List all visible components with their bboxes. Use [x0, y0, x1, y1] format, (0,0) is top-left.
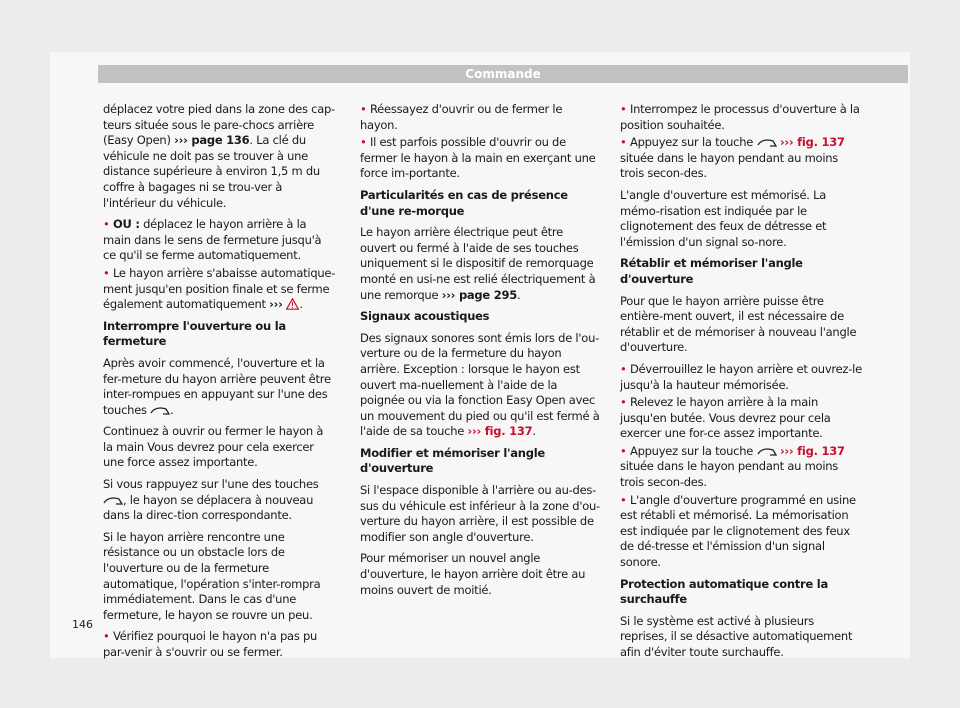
bullet-icon: • — [620, 361, 627, 376]
paragraph-text: . La clé du véhicule ne doit pas se trouver à une distance supérieure à environ 1,5 m du coffre à bagages ni se trou-ver à l'intérieur du véhicule. — [103, 133, 320, 210]
paragraph: Si le hayon arrière rencontre une résistance ou un obstacle lors de l'ouverture ou de la fermeture automatique, l'opération s'inter-rompra immédiatement. Dans le cas d'une fermeture, le hayon se rouvre un peu. — [103, 529, 321, 622]
text-column-middle — [360, 102, 602, 604]
paragraph-text: Le hayon arrière électrique peut être ouvert ou fermé à l'aide de ses touches uniquement si le dispositif de remorquage monté en usi-ne est relié électriquement à une remorque — [360, 225, 596, 302]
paragraph-text: Si vous rappuyez sur l'une des touches — [103, 477, 319, 492]
paragraph-text: Des signaux sonores sont émis lors de l'ou-verture ou de la fermeture du hayon arrière. Exception : lorsque le hayon est ouvert ma-nuellement à l'aide de la poignée ou via la fonction Easy Open avec un mouvement du pied ou qu'il est fermé à l'aide de sa touche — [360, 330, 600, 439]
bullet-text: déplacez le hayon arrière à la main dans le sens de fermeture jusqu'à ce qu'il se ferme automatiquement. — [103, 217, 322, 263]
figure-reference[interactable] — [780, 135, 845, 149]
paragraph: Si l'espace disponible à l'arrière ou au-des-sus du véhicule est inférieur à la zone d'ou-verture du hayon arrière, il est possible de modifier son angle d'ouverture. — [360, 483, 600, 544]
page-number: 146 — [72, 618, 93, 631]
figure-reference[interactable] — [780, 444, 845, 458]
page-header-title: Commande — [465, 67, 541, 81]
figure-reference-label: fig. 137 — [484, 424, 533, 439]
tailgate-key-icon — [103, 496, 123, 506]
bullet-icon: • — [620, 395, 627, 410]
text-column-left — [103, 102, 336, 667]
bullet-text: Déverrouillez le hayon arrière et ouvrez-le jusqu'à la hauteur mémorisée. — [620, 361, 862, 392]
bullet-icon: • — [103, 265, 110, 280]
paragraph: Des signaux sonores sont émis lors de l'ou-verture ou de la fermeture du hayon arrière. Exception : lorsque le hayon est ouvert ma-nuellement à l'aide de la poignée ou via la fonction Easy Open avec un mouvement du pied ou qu'il est fermé à l'aide de sa touche ››› fig. 137. — [360, 330, 600, 439]
arrows-icon: ››› — [174, 133, 188, 148]
bullet-item — [620, 395, 862, 442]
bullet-item — [620, 493, 862, 571]
paragraph: Le hayon arrière électrique peut être ouvert ou fermé à l'aide de ses touches uniquement si le dispositif de remorquage monté en usi-ne est relié électriquement à une remorque ››› page 295. — [360, 225, 596, 302]
bullet-text: située dans le hayon pendant au moins trois secon-des. — [620, 150, 839, 181]
bullet-text: Interrompez le processus d'ouverture à la position souhaitée. — [620, 102, 860, 132]
figure-reference-label: fig. 137 — [797, 443, 845, 458]
arrows-icon: ››› — [269, 297, 283, 312]
bullet-item: • Le hayon arrière s'abaisse automatique-ment jusqu'en position finale et se ferme également automatiquement ››› . — [103, 265, 336, 312]
bullet-item — [620, 102, 862, 133]
bullet-lead: OU : — [112, 217, 140, 232]
section-heading: Rétablir et mémoriser l'angle d'ouverture — [620, 256, 803, 286]
section-heading: Modifier et mémoriser l'angle d'ouverture — [360, 445, 545, 476]
paragraph — [103, 102, 336, 211]
bullet-item — [620, 135, 862, 182]
bullet-icon: • — [620, 492, 627, 507]
bullet-text: L'angle d'ouverture programmé en usine est rétabli et mémorisé. La mémorisation est indiquée par le clignotement des feux de dé-tresse et l'émission d'un signal sonore. — [620, 492, 856, 570]
section-heading: Particularités en cas de présence d'une re-morque — [360, 187, 568, 218]
bullet-icon: • — [620, 135, 627, 150]
paragraph: Continuez à ouvrir ou fermer le hayon à la main Vous devrez pour cela exercer une force assez importante. — [103, 424, 324, 470]
bullet-item — [103, 629, 336, 660]
page-reference-label: page 295 — [458, 287, 517, 302]
text-column-right — [620, 102, 862, 667]
header-bar — [98, 65, 908, 83]
tailgate-key-icon — [757, 138, 777, 148]
paragraph: Après avoir commencé, l'ouverture et la fer-meture du hayon arrière peuvent être inter-rompues en appuyant sur l'une des touches . — [103, 355, 331, 417]
paragraph: Pour que le hayon arrière puisse être entière-ment ouvert, il est nécessaire de rétablir et de mémoriser à nouveau l'angle d'ouverture. — [620, 293, 857, 355]
paragraph: Si le système est activé à plusieurs reprises, il se désactive automatiquement afin d'éviter toute surchauffe. — [620, 613, 853, 659]
tailgate-key-icon — [757, 447, 777, 457]
figure-reference[interactable] — [468, 424, 533, 438]
bullet-icon: • — [360, 135, 367, 150]
section-heading: Signaux acoustiques — [360, 309, 490, 324]
paragraph-text: déplacez votre pied dans la zone des cap-teurs située sous le pare-chocs arrière (Easy Open) — [103, 102, 335, 148]
page-reference[interactable] — [174, 133, 249, 147]
bullet-icon: • — [103, 629, 110, 644]
paragraph-text: Après avoir commencé, l'ouverture et la fer-meture du hayon arrière peuvent être inter-rompues en appuyant sur l'une des touches — [103, 355, 331, 417]
bullet-icon: • — [620, 102, 627, 116]
figure-reference-label: fig. 137 — [797, 135, 845, 150]
bullet-text: Réessayez d'ouvrir ou de fermer le hayon. — [360, 102, 563, 132]
bullet-icon: • — [620, 443, 627, 458]
bullet-text: située dans le hayon pendant au moins trois secon-des. — [620, 459, 839, 490]
bullet-item — [620, 444, 862, 491]
bullet-icon: • — [103, 217, 110, 232]
paragraph — [103, 477, 336, 524]
bullet-text: Appuyez sur la touche — [629, 135, 754, 150]
paragraph: Pour mémoriser un nouvel angle d'ouverture, le hayon arrière doit être au moins ouvert de moitié. — [360, 551, 586, 597]
paragraph: L'angle d'ouverture est mémorisé. La mémo-risation est indiquée par le clignotement des feux de détresse et l'émission d'un signal so-nore. — [620, 187, 827, 249]
tailgate-key-icon — [150, 406, 170, 416]
bullet-text: Relevez le hayon arrière à la main jusqu'en butée. Vous devrez pour cela exercer une for-ce assez importante. — [620, 395, 831, 441]
bullet-text: Il est parfois possible d'ouvrir ou de fermer le hayon à la main en exerçant une force im-portante. — [360, 135, 596, 181]
bullet-text: Le hayon arrière s'abaisse automatique-ment jusqu'en position finale et se ferme également automatiquement — [103, 265, 336, 312]
warning-reference[interactable] — [269, 297, 299, 311]
section-heading: Protection automatique contre la surchauffe — [620, 576, 828, 607]
bullet-text: Appuyez sur la touche — [629, 443, 754, 458]
arrows-icon: ››› — [779, 443, 794, 458]
bullet-item — [360, 102, 602, 133]
arrows-icon: ››› — [779, 135, 794, 150]
manual-page — [50, 52, 910, 658]
bullet-item — [103, 217, 336, 264]
bullet-icon: • — [360, 102, 367, 116]
arrows-icon: ››› — [467, 424, 481, 439]
page-reference[interactable] — [442, 288, 517, 302]
paragraph-text: , le hayon se déplacera à nouveau dans la direc-tion correspondante. — [103, 492, 314, 523]
bullet-text: Vérifiez pourquoi le hayon n'a pas pu par-venir à s'ouvrir ou se fermer. — [103, 629, 318, 659]
warning-triangle-icon — [286, 298, 299, 310]
arrows-icon: ››› — [441, 287, 456, 302]
bullet-item — [360, 135, 602, 182]
section-heading: Interrompre l'ouverture ou la fermeture — [103, 318, 286, 349]
bullet-item — [620, 362, 862, 393]
page-reference-label: page 136 — [191, 133, 250, 148]
